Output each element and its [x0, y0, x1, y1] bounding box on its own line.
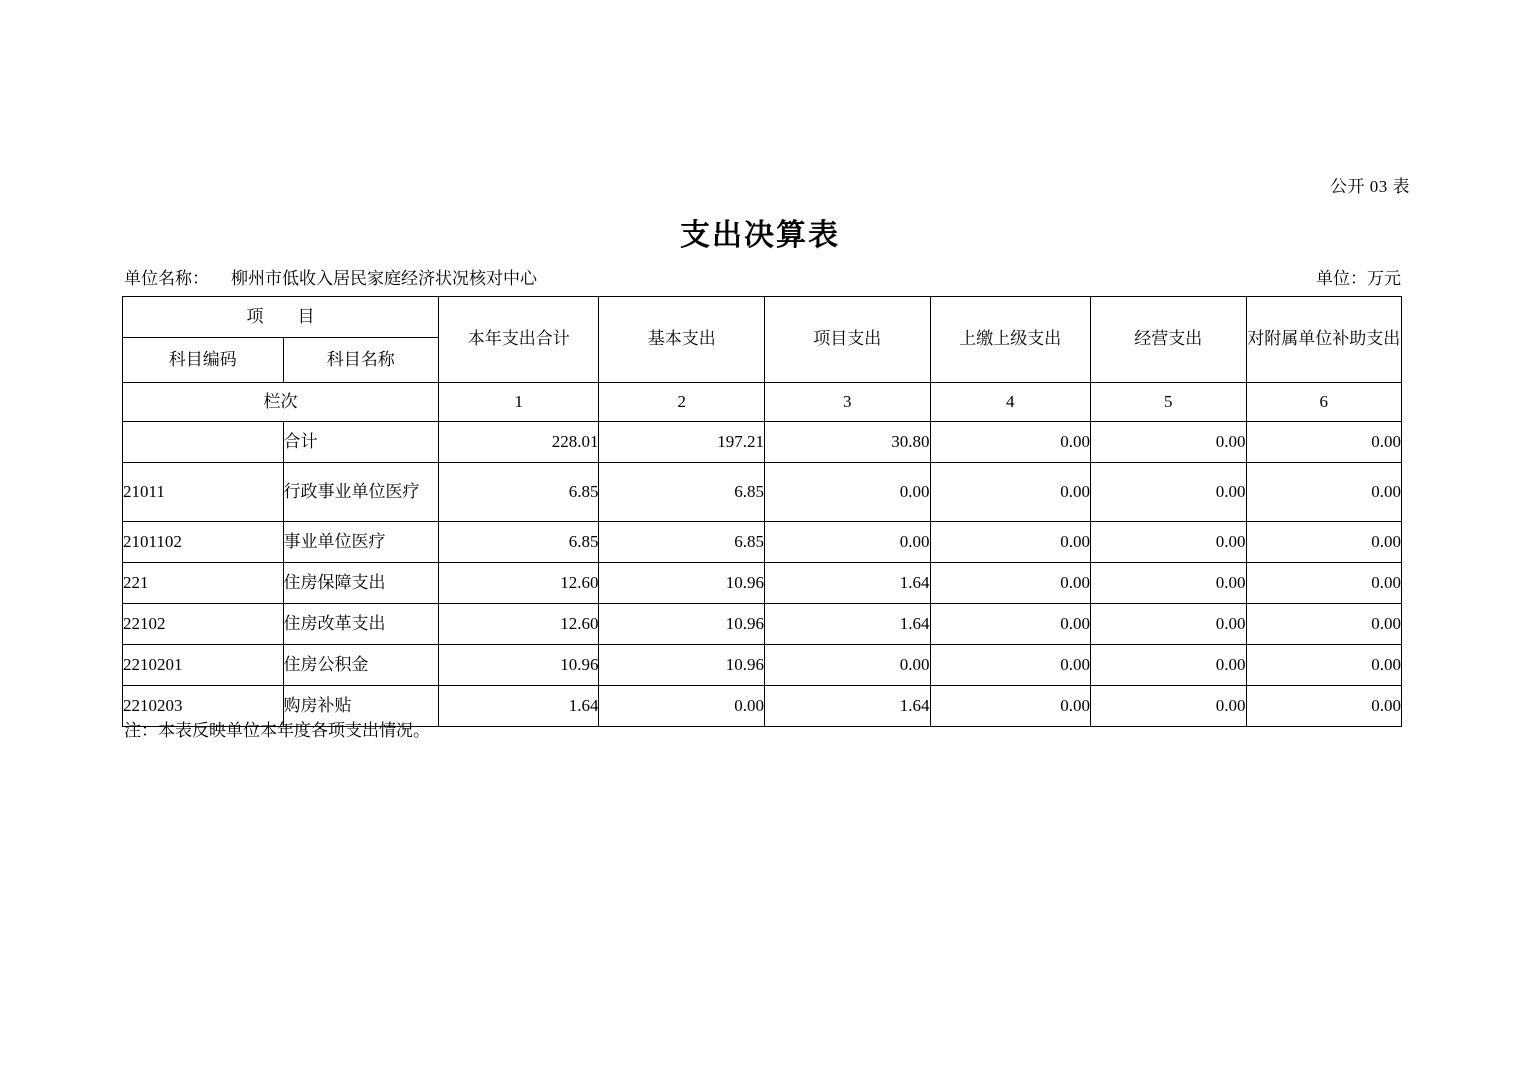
row-value-4: 0.00 [930, 686, 1091, 727]
row-value-2: 10.96 [599, 645, 765, 686]
unit-name-label: 单位名称： [124, 269, 209, 288]
row-value-5: 0.00 [1091, 604, 1246, 645]
row-value-6: 0.00 [1246, 604, 1402, 645]
column-header-name: 科目名称 [283, 338, 438, 383]
table-row [123, 463, 1402, 522]
row-value-3: 1.64 [765, 604, 931, 645]
lanci-4: 4 [930, 383, 1091, 422]
row-value-3: 0.00 [765, 645, 931, 686]
table-row [123, 422, 1402, 463]
table-note: 注：本表反映单位本年度各项支出情况。 [124, 721, 430, 740]
column-header-code: 科目编码 [123, 338, 284, 383]
currency-label: 单位：万元 [1316, 269, 1401, 288]
table-row [123, 563, 1402, 604]
row-value-3: 1.64 [765, 686, 931, 727]
row-value-2: 197.21 [599, 422, 765, 463]
table-row [123, 522, 1402, 563]
lanci-label: 栏次 [123, 383, 439, 422]
row-value-5: 0.00 [1091, 463, 1246, 522]
row-code: 22102 [123, 604, 284, 645]
row-value-1: 1.64 [438, 686, 599, 727]
row-value-5: 0.00 [1091, 522, 1246, 563]
row-code [123, 422, 284, 463]
row-name: 合计 [283, 422, 438, 463]
expenditure-table [122, 296, 1402, 727]
row-value-6: 0.00 [1246, 563, 1402, 604]
row-value-6: 0.00 [1246, 522, 1402, 563]
row-code: 2210201 [123, 645, 284, 686]
page-title: 支出决算表 [680, 219, 840, 252]
row-code: 21011 [123, 463, 284, 522]
lanci-3: 3 [765, 383, 931, 422]
row-name: 行政事业单位医疗 [283, 463, 438, 522]
row-value-5: 0.00 [1091, 563, 1246, 604]
row-name: 住房公积金 [283, 645, 438, 686]
row-value-1: 12.60 [438, 604, 599, 645]
column-header-c1: 本年支出合计 [438, 297, 599, 383]
lanci-5: 5 [1091, 383, 1246, 422]
row-value-3: 0.00 [765, 522, 931, 563]
row-value-3: 30.80 [765, 422, 931, 463]
column-header-c3: 项目支出 [765, 297, 931, 383]
table-row [123, 604, 1402, 645]
row-code: 2210203 [123, 686, 284, 727]
row-name: 住房保障支出 [283, 563, 438, 604]
row-value-2: 10.96 [599, 604, 765, 645]
row-value-6: 0.00 [1246, 645, 1402, 686]
row-value-1: 6.85 [438, 522, 599, 563]
row-name: 购房补贴 [283, 686, 438, 727]
row-value-4: 0.00 [930, 563, 1091, 604]
row-value-6: 0.00 [1246, 463, 1402, 522]
unit-name-value: 柳州市低收入居民家庭经济状况核对中心 [231, 269, 537, 288]
row-name: 事业单位医疗 [283, 522, 438, 563]
column-header-c6: 对附属单位补助支出 [1246, 297, 1402, 383]
row-value-4: 0.00 [930, 645, 1091, 686]
row-value-2: 10.96 [599, 563, 765, 604]
row-value-3: 0.00 [765, 463, 931, 522]
lanci-row [123, 383, 1402, 422]
lanci-2: 2 [599, 383, 765, 422]
column-header-c5: 经营支出 [1091, 297, 1246, 383]
row-value-4: 0.00 [930, 463, 1091, 522]
table-row [123, 645, 1402, 686]
row-value-1: 12.60 [438, 563, 599, 604]
form-code: 公开 03 表 [1330, 177, 1410, 196]
row-value-2: 6.85 [599, 463, 765, 522]
lanci-6: 6 [1246, 383, 1402, 422]
row-value-4: 0.00 [930, 604, 1091, 645]
unit-name-block [124, 264, 537, 289]
row-value-6: 0.00 [1246, 422, 1402, 463]
row-code: 221 [123, 563, 284, 604]
row-value-3: 1.64 [765, 563, 931, 604]
row-value-5: 0.00 [1091, 645, 1246, 686]
row-value-4: 0.00 [930, 422, 1091, 463]
meta-row [124, 264, 1401, 288]
row-value-4: 0.00 [930, 522, 1091, 563]
lanci-1: 1 [438, 383, 599, 422]
row-value-5: 0.00 [1091, 422, 1246, 463]
row-value-1: 10.96 [438, 645, 599, 686]
column-header-c2: 基本支出 [599, 297, 765, 383]
row-code: 2101102 [123, 522, 284, 563]
row-name: 住房改革支出 [283, 604, 438, 645]
column-header-c4: 上缴上级支出 [930, 297, 1091, 383]
row-value-6: 0.00 [1246, 686, 1402, 727]
row-value-2: 0.00 [599, 686, 765, 727]
group-header-item: 项 目 [123, 297, 439, 338]
row-value-5: 0.00 [1091, 686, 1246, 727]
table-header-row-1 [123, 297, 1402, 338]
row-value-1: 6.85 [438, 463, 599, 522]
row-value-1: 228.01 [438, 422, 599, 463]
row-value-2: 6.85 [599, 522, 765, 563]
